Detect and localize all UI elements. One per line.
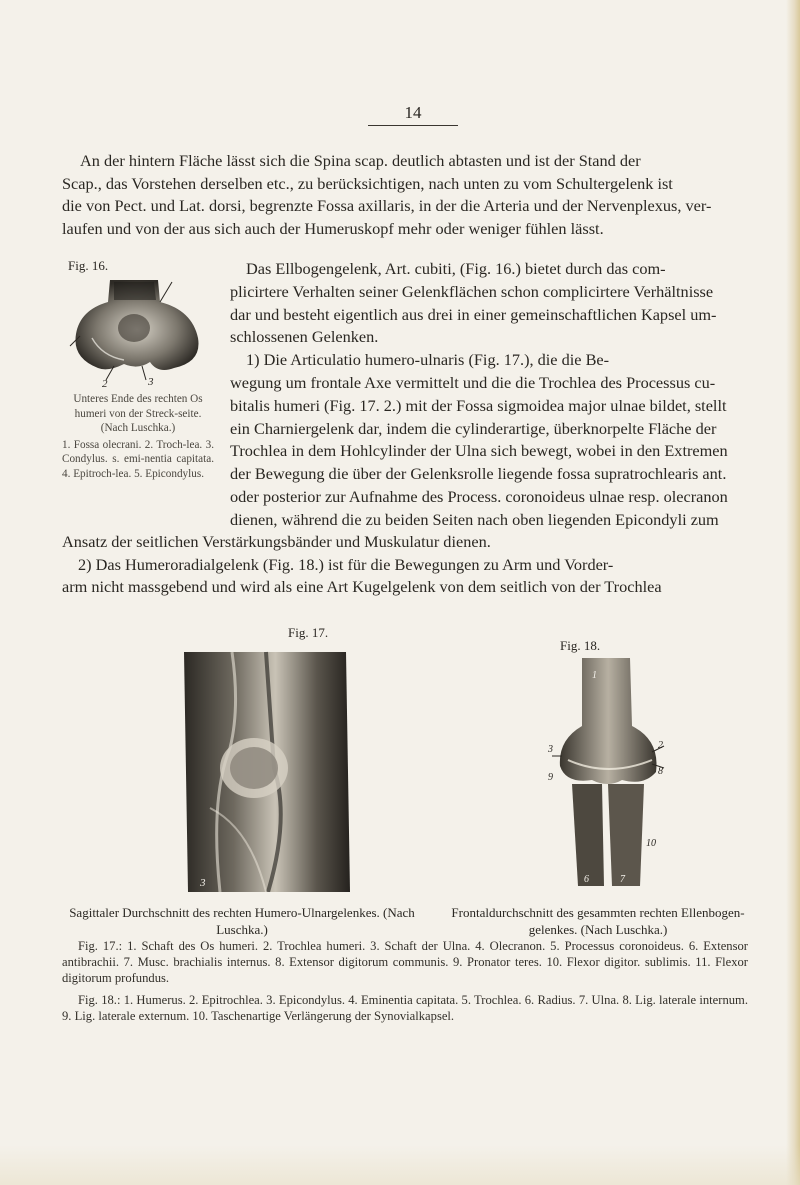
text-line: plicirtere Verhalten seiner Gelenkflächen schon complicirtere Verhältnisse <box>230 281 714 301</box>
fig16-caption-title: Unteres Ende des rechten Os humeri von der Streck-seite. (Nach Luschka.) <box>73 393 203 434</box>
text-line: 1) Die Articulatio humero-ulnaris (Fig. 17.), die die Be- <box>246 350 610 370</box>
text-line: ein Charniergelenk dar, indem die cylinderartige, überknorpelte Fläche der <box>230 418 717 438</box>
text-line: 2) Das Humeroradialgelenk (Fig. 18.) ist für die Bewegungen zu Arm und Vorder- <box>78 554 614 574</box>
text-line: dienen, während die zu beiden Seiten nach oben liegenden Epicondyli zum <box>230 509 719 529</box>
fig18-caption: Frontaldurchschnitt des gesammten rechten Ellenbogen-gelenkes. (Nach Luschka.) <box>451 905 745 937</box>
text-line: Ansatz der seitlichen Verstärkungsbänder und Muskulatur dienen. <box>62 532 491 551</box>
fig18-mark: 10 <box>646 838 656 849</box>
fig18-legend: Fig. 18.: 1. Humerus. 2. Epitrochlea. 3. Epicondylus. 4. Eminentia capitata. 5. Trochlea. 6. Radius. 7. Ulna. 8. Lig. laterale internum. 9. Lig. laterale externum. 10. Taschenartige Verlängerung der Synovialkapsel. <box>62 993 748 1023</box>
fig17-caption: Sagittaler Durchschnitt des rechten Humero-Ulnargelenkes. (Nach Luschka.) <box>69 905 415 937</box>
page-number: 14 <box>368 103 458 126</box>
fig18-frontal-section-illustration <box>548 656 668 886</box>
fig17-label: Fig. 17. <box>288 625 329 640</box>
text-line: Scap., das Vorstehen derselben etc., zu berücksichtigen, nach unten zu vom Schultergelenk ist <box>62 173 673 193</box>
text-line: die von Pect. und Lat. dorsi, begrenzte Fossa axillaris, in der die Arteria und der Nervenplexus, ver- <box>62 196 712 216</box>
fig17-sagittal-section-illustration <box>170 648 360 892</box>
page-shadow <box>0 1145 800 1185</box>
text-line: An der hintern Fläche lässt sich die Spina scap. deutlich abtasten und ist der Stand der <box>80 151 641 170</box>
fig18-mark: 1 <box>592 670 597 681</box>
text-line: wegung um frontale Axe vermittelt und die die Trochlea des Processus cu- <box>230 372 716 392</box>
paragraph-humeroradial <box>62 531 748 599</box>
fig16-mark: 3 <box>148 376 154 388</box>
fig18-mark: 9 <box>548 772 553 783</box>
text-line: Das Ellbogengelenk, Art. cubiti, (Fig. 16.) bietet durch das com- <box>246 259 666 278</box>
page-edge <box>786 0 800 1185</box>
fig18-mark: 3 <box>548 744 553 755</box>
fig18-label: Fig. 18. <box>560 638 601 653</box>
text-line: arm nicht massgebend und wird als eine Art Kugelgelenk von dem seitlich von der Trochlea <box>62 577 662 597</box>
fig16-caption <box>62 392 214 481</box>
fig18-mark: 2 <box>658 740 663 751</box>
fig16-humerus-illustration <box>62 276 210 388</box>
fig17-mark: 3 <box>200 877 206 889</box>
text-line: der Bewegung die über der Gelenksrolle liegende fossa supratrochlearis ant. <box>230 464 727 484</box>
fig18-mark: 6 <box>584 874 589 885</box>
text-line: bitalis humeri (Fig. 17. 2.) mit der Fossa sigmoidea major ulnae bildet, stellt <box>230 395 727 415</box>
paragraph-intro <box>62 150 748 240</box>
fig18-mark: 8 <box>658 766 663 777</box>
text-line: schlossenen Gelenken. <box>230 327 379 347</box>
text-line: Trochlea in dem Hohlcylinder der Ulna sich bewegt, wobei in den Extremen <box>230 441 728 461</box>
fig16-label: Fig. 16. <box>68 258 109 273</box>
fig17-legend: Fig. 17.: 1. Schaft des Os humeri. 2. Trochlea humeri. 3. Schaft der Ulna. 4. Olecranon. 5. Processus coronoideus. 6. Extensor antibrachii. 7. Musc. brachialis internus. 8. Extensor digitorum communis. 9. Pronator teres. 10. Flexor digitor. sublimis. 11. Flexor digitorum profundus. <box>62 939 748 985</box>
fig16-mark: 2 <box>102 378 108 388</box>
fig18-mark: 7 <box>620 874 625 885</box>
paragraph-ellbogengelenk <box>230 258 748 532</box>
text-line: dar und besteht eigentlich aus drei in einer gemeinschaftlichen Kapsel um- <box>230 304 717 324</box>
fig16-caption-legend: 1. Fossa olecrani. 2. Troch-lea. 3. Condylus. s. emi-nentia capitata. 4. Epitroch-lea. 5. Epicondylus. <box>62 438 214 480</box>
text-line: laufen und von der aus sich auch der Humeruskopf mehr oder weniger fühlen lässt. <box>62 218 604 238</box>
text-line: oder posterior zur Aufnahme des Process. coronoideus ulnae resp. olecranon <box>230 486 728 506</box>
